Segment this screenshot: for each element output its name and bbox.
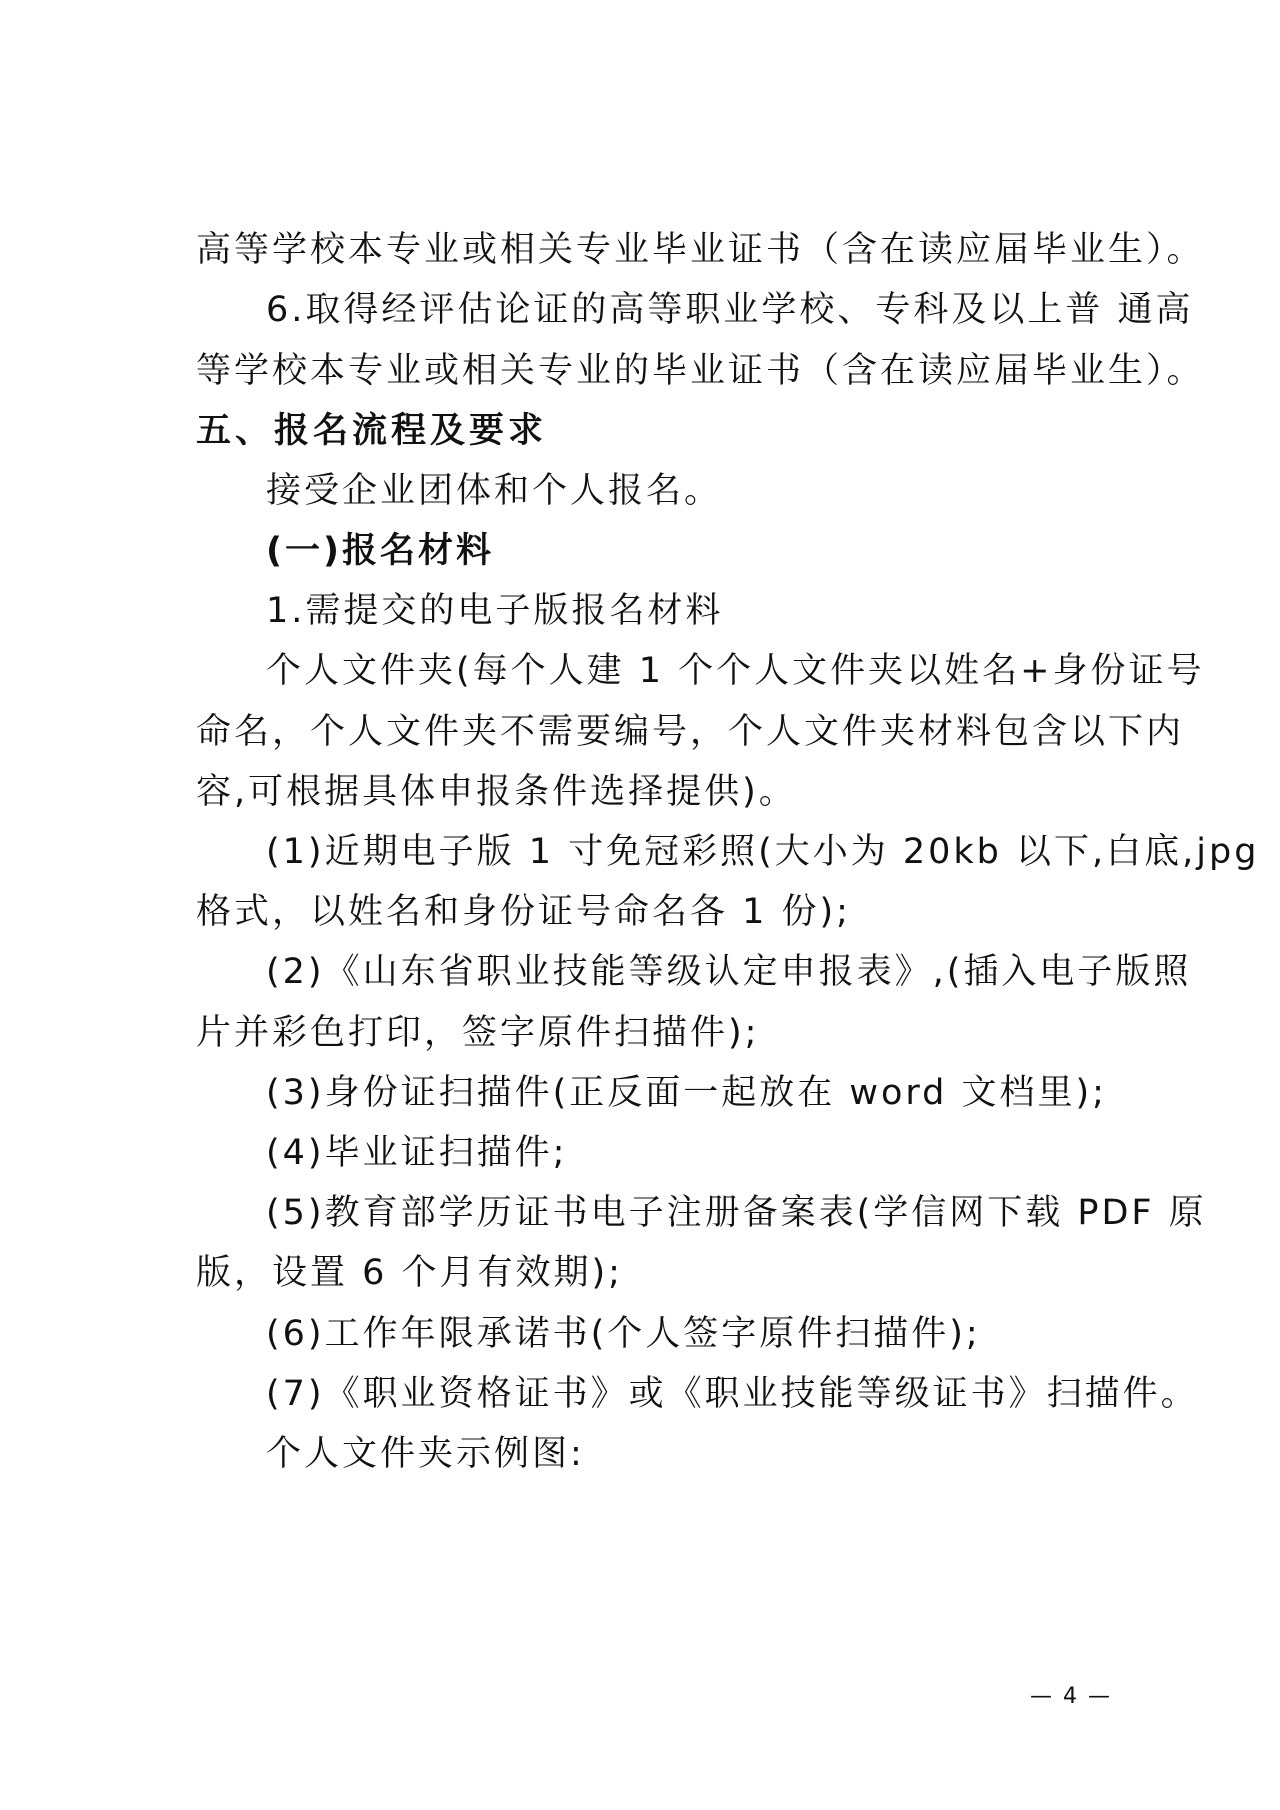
list-item-line: (4)毕业证扫描件; — [266, 1133, 568, 1173]
list-item-line: 格式，以姓名和身份证号命名各 1 份); — [196, 892, 851, 932]
item-heading: 1.需提交的电子版报名材料 — [266, 591, 724, 631]
paragraph-line: 等学校本专业或相关专业的毕业证书（含在读应届毕业生）。 — [196, 351, 1205, 391]
paragraph-line: 容,可根据具体申报条件选择提供)。 — [196, 772, 797, 812]
list-item-line: (3)身份证扫描件(正反面一起放在 word 文档里); — [266, 1073, 1107, 1113]
list-item-line: 片并彩色打印，签字原件扫描件); — [196, 1013, 760, 1053]
list-item-line: (7)《职业资格证书》或《职业技能等级证书》扫描件。 — [266, 1374, 1199, 1414]
paragraph-line: 6.取得经评估论证的高等职业学校、专科及以上普 通高 — [266, 290, 1194, 330]
paragraph-line: 命名，个人文件夹不需要编号，个人文件夹材料包含以下内 — [196, 712, 1185, 752]
list-item-line: (1)近期电子版 1 寸免冠彩照(大小为 20kb 以下,白底,jpg — [266, 832, 1260, 872]
section-heading: 五、报名流程及要求 — [196, 411, 548, 451]
list-item-line: (5)教育部学历证书电子注册备案表(学信网下载 PDF 原 — [266, 1193, 1207, 1233]
list-item-line: 版，设置 6 个月有效期); — [196, 1253, 623, 1293]
subsection-heading: (一)报名材料 — [266, 531, 494, 571]
paragraph-line: 高等学校本专业或相关专业毕业证书（含在读应届毕业生）。 — [196, 230, 1205, 270]
list-item-line: (6)工作年限承诺书(个人签字原件扫描件); — [266, 1314, 981, 1354]
paragraph-line: 接受企业团体和个人报名。 — [266, 471, 723, 511]
list-item-line: (2)《山东省职业技能等级认定申报表》,(插入电子版照 — [266, 952, 1192, 992]
page-number: — 4 — — [1030, 1684, 1112, 1709]
paragraph-line: 个人文件夹(每个人建 1 个个人文件夹以姓名+身份证号 — [266, 651, 1205, 691]
paragraph-line: 个人文件夹示例图: — [266, 1434, 585, 1474]
